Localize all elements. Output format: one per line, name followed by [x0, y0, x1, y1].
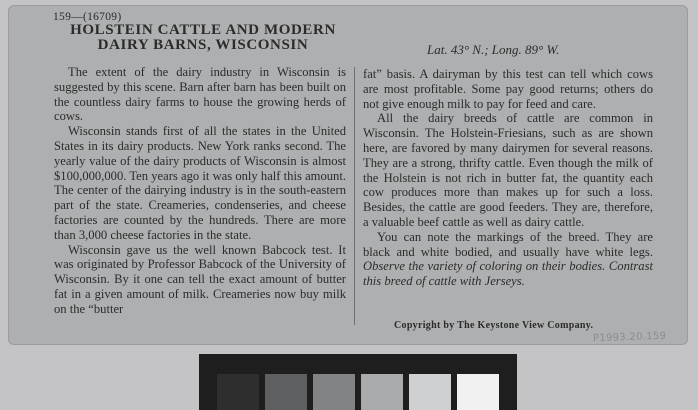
gray-swatch — [457, 374, 499, 410]
italic-instruction: Observe the variety of coloring on their bodies. Contrast this breed of cattle with Jerseys. — [363, 259, 653, 289]
paragraph: Wisconsin stands first of all the states in the United States in its dairy products. New York ranks second. The yearly value of the dairy products of Wisconsin is almost $100,000,000. Ten years ago it was only half this amount. The center of the dairying industry is in the south-eastern part of the state. Creameries, condenseries, and cheese factories are counted by the hundreds. There are more than 3,000 cheese factories in the state. — [54, 124, 346, 242]
title-line-1: HOLSTEIN CATTLE AND MODERN — [70, 22, 336, 38]
handwritten-accession-number: P1993.20.159 — [592, 330, 667, 345]
title-line-2: DAIRY BARNS, WISCONSIN — [97, 36, 309, 53]
gray-swatch — [409, 374, 451, 410]
stereoview-card-back — [8, 5, 688, 345]
gray-swatch — [217, 374, 259, 410]
paragraph-continuation: fat” basis. A dairyman by this test can tell which cows are most profitable. Some pay good returns; others do not give enough milk to pay for feed and care. — [363, 67, 653, 111]
coordinates: Lat. 43° N.; Long. 89° W. — [427, 42, 560, 57]
catalog-number: 159—(16709) — [53, 11, 122, 23]
card-title — [53, 23, 353, 52]
paragraph-text: You can note the markings of the breed. They are black and white bodied, and usually have white legs. — [363, 229, 653, 259]
left-column — [54, 65, 346, 317]
paragraph — [363, 230, 653, 289]
gray-swatch — [313, 374, 355, 410]
paragraph: The extent of the dairy industry in Wisconsin is suggested by this scene. Barn after barn has been built on the countless dairy farms to house the growing herds of cows. — [54, 65, 346, 124]
gray-scale-target — [199, 354, 517, 410]
right-column — [363, 67, 653, 289]
copyright-notice: Copyright by The Keystone View Company. — [394, 320, 594, 331]
paragraph: All the dairy breeds of cattle are common in Wisconsin. The Holstein-Friesians, such as are shown here, are favored by many dairymen for several reasons. They are a strong, thrifty cattle. Even though the milk of the Holstein is not rich in butter fat, the quantity each cow produces more than makes up for such a loss. Besides, the cattle are good feeders. They are, therefore, a valuable beef cattle as well as dairy cattle. — [363, 111, 653, 229]
gray-swatch — [361, 374, 403, 410]
gray-swatch — [265, 374, 307, 410]
column-divider — [354, 67, 355, 325]
paragraph: Wisconsin gave us the well known Babcock test. It was originated by Professor Babcock of the University of Wisconsin. By it one can tell the exact amount of butter fat in a given amount of milk. Creameries now buy milk on the “butter — [54, 242, 346, 316]
